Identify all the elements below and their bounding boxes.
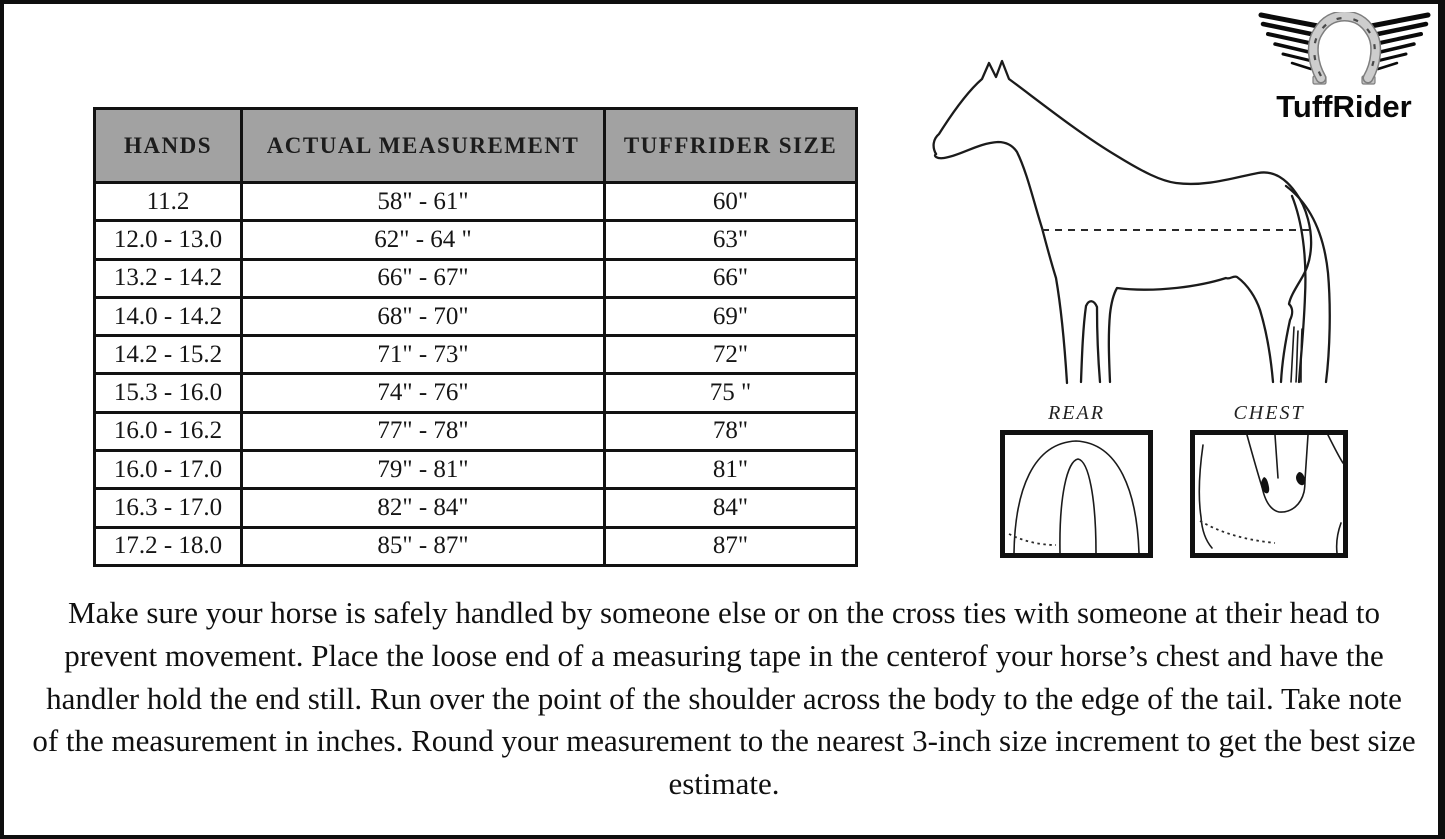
rear-view-label: REAR — [1048, 402, 1105, 424]
table-row — [95, 374, 857, 412]
chest-view-box — [1190, 430, 1348, 558]
table-cell: 66" - 67" — [242, 259, 605, 297]
table-cell: 84" — [605, 489, 857, 527]
table-cell: 78" — [605, 412, 857, 450]
table-cell: 77" - 78" — [242, 412, 605, 450]
table-cell: 17.2 - 18.0 — [95, 527, 242, 565]
table-cell: 75 " — [605, 374, 857, 412]
table-row — [95, 412, 857, 450]
table-cell: 12.0 - 13.0 — [95, 221, 242, 259]
table-cell: 66" — [605, 259, 857, 297]
table-row — [95, 451, 857, 489]
table-row — [95, 489, 857, 527]
table-cell: 69" — [605, 297, 857, 335]
size-chart-table — [93, 107, 858, 567]
chest-view-label: CHEST — [1233, 402, 1305, 424]
table-row — [95, 336, 857, 374]
table-cell: 68" - 70" — [242, 297, 605, 335]
table-cell: 87" — [605, 527, 857, 565]
table-cell: 63" — [605, 221, 857, 259]
table-row — [95, 259, 857, 297]
table-cell: 72" — [605, 336, 857, 374]
table-row — [95, 527, 857, 565]
brand-logo — [1254, 12, 1434, 124]
table-cell: 14.0 - 14.2 — [95, 297, 242, 335]
table-cell: 60" — [605, 183, 857, 221]
horse-rear-view-icon — [1005, 435, 1148, 553]
column-header-hands: HANDS — [95, 109, 242, 183]
table-cell: 13.2 - 14.2 — [95, 259, 242, 297]
table-cell: 15.3 - 16.0 — [95, 374, 242, 412]
table-cell: 58" - 61" — [242, 183, 605, 221]
brand-name: TuffRider — [1276, 89, 1412, 124]
table-cell: 16.3 - 17.0 — [95, 489, 242, 527]
table-cell: 74" - 76" — [242, 374, 605, 412]
table-cell: 79" - 81" — [242, 451, 605, 489]
winged-horseshoe-icon — [1254, 12, 1434, 92]
table-cell: 16.0 - 17.0 — [95, 451, 242, 489]
horse-chest-view-icon — [1195, 435, 1343, 553]
table-cell: 82" - 84" — [242, 489, 605, 527]
table-row — [95, 183, 857, 221]
table-row — [95, 221, 857, 259]
measuring-instructions: Make sure your horse is safely handled by someone else or on the cross ties with someone at their head to prevent movement. Place the loose end of a measuring tape in the centerof your horse’s chest and have the handler hold the end still. Run over the point of the shoulder across the body to the edge of the tail. Take note of the measurement in inches. Round your measurement to the nearest 3-inch size increment to get the best size estimate. — [32, 595, 1416, 802]
table-cell: 16.0 - 16.2 — [95, 412, 242, 450]
column-header-tuffrider-size: TUFFRIDER SIZE — [605, 109, 857, 183]
table-header-row — [95, 109, 857, 183]
table-cell: 11.2 — [95, 183, 242, 221]
column-header-actual-measurement: ACTUAL MEASUREMENT — [242, 109, 605, 183]
table-cell: 14.2 - 15.2 — [95, 336, 242, 374]
table-cell: 81" — [605, 451, 857, 489]
table-row — [95, 297, 857, 335]
rear-view-box — [1000, 430, 1153, 558]
table-cell: 62" - 64 " — [242, 221, 605, 259]
table-cell: 85" - 87" — [242, 527, 605, 565]
table-cell: 71" - 73" — [242, 336, 605, 374]
